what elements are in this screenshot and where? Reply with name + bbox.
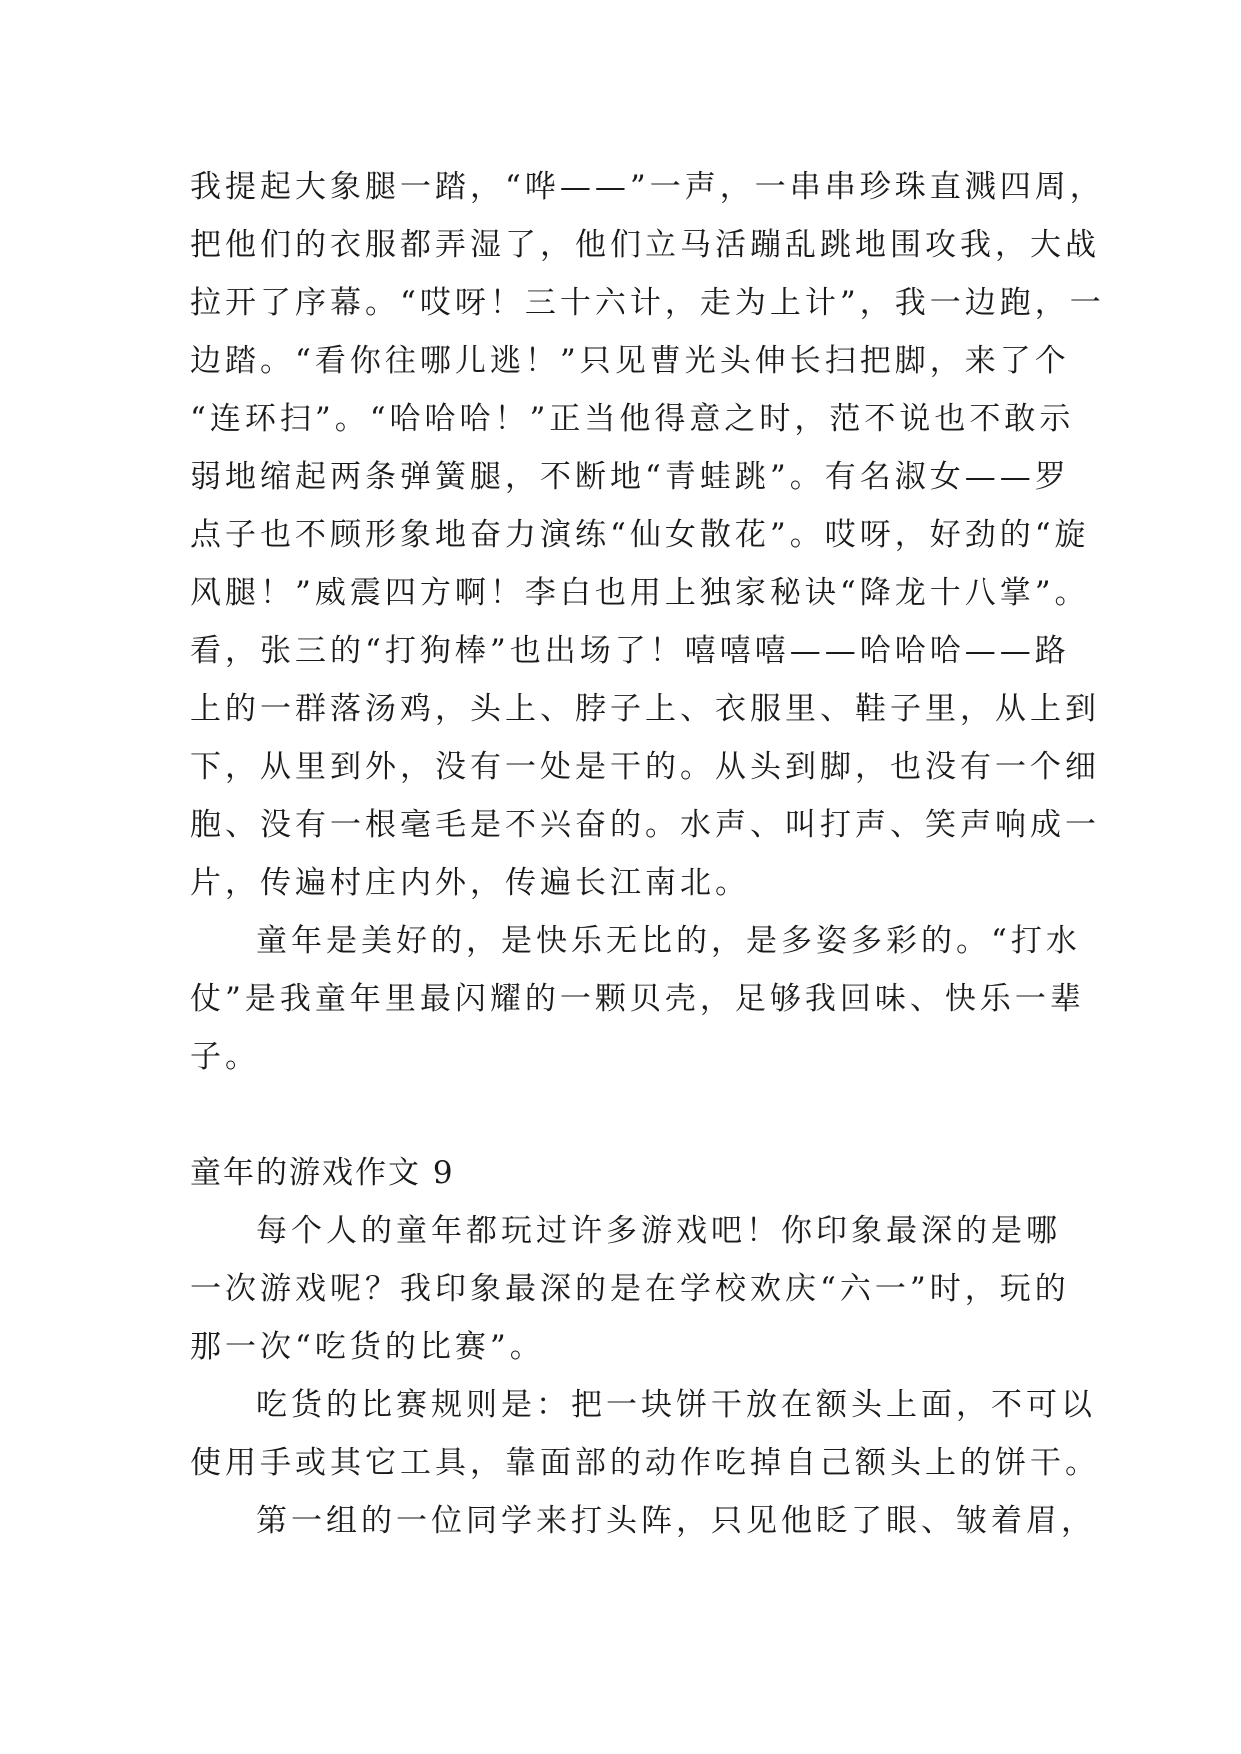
text-line: 仗”是我童年里最闪耀的一颗贝壳，足够我回味、快乐一辈 — [190, 981, 1085, 1017]
text-line: 使用手或其它工具，靠面部的动作吃掉自己额头上的饼干。 — [190, 1445, 1100, 1481]
text-line: 风腿！”威震四方啊！李白也用上独家秘诀“降龙十八掌”。 — [190, 575, 1090, 611]
essay-title: 童年的游戏作文 9 — [190, 1155, 455, 1191]
text-line: 拉开了序幕。“哎呀！三十六计，走为上计”，我一边跑，一 — [190, 285, 1105, 321]
text-line: 一次游戏呢？我印象最深的是在学校欢庆“六一”时，玩的 — [190, 1271, 1070, 1307]
paragraph-rules — [190, 1376, 1100, 1492]
text-line: 吃货的比赛规则是：把一块饼干放在额头上面，不可以 — [256, 1387, 1096, 1423]
text-line: 我提起大象腿一踏，“哗——”一声，一串串珍珠直溅四周， — [190, 169, 1105, 205]
text-line: “连环扫”。“哈哈哈！”正当他得意之时，范不说也不敢示 — [190, 401, 1075, 437]
text-line: 点子也不顾形象地奋力演练“仙女散花”。哎呀，好劲的“旋 — [190, 517, 1090, 553]
text-line: 看，张三的“打狗棒”也出场了！嘻嘻嘻——哈哈哈——路 — [190, 633, 1070, 669]
text-line: 童年是美好的，是快乐无比的，是多姿多彩的。“打水 — [256, 923, 1081, 959]
text-line: 那一次“吃货的比赛”。 — [190, 1329, 545, 1365]
text-line: 每个人的童年都玩过许多游戏吧！你印象最深的是哪 — [256, 1213, 1061, 1249]
text-line: 胞、没有一根毫毛是不兴奋的。水声、叫打声、笑声响成一 — [190, 807, 1100, 843]
text-line: 第一组的一位同学来打头阵，只见他眨了眼、皱着眉， — [256, 1503, 1096, 1539]
text-line: 弱地缩起两条弹簧腿，不断地“青蛙跳”。有名淑女——罗 — [190, 459, 1070, 495]
text-line: 把他们的衣服都弄湿了，他们立马活蹦乱跳地围攻我，大战 — [190, 227, 1100, 263]
text-line: 下，从里到外，没有一处是干的。从头到脚，也没有一个细 — [190, 749, 1100, 785]
text-line: 上的一群落汤鸡，头上、脖子上、衣服里、鞋子里，从上到 — [190, 691, 1100, 727]
text-line: 片，传遍村庄内外，传遍长江南北。 — [190, 865, 750, 901]
document-page — [190, 158, 1105, 1550]
paragraph-water-fight — [190, 158, 1105, 912]
text-line: 子。 — [190, 1039, 260, 1075]
paragraph-conclusion — [190, 912, 1085, 1086]
text-line: 边踏。“看你往哪儿逃！”只见曹光头伸长扫把脚，来了个 — [190, 343, 1070, 379]
paragraph-intro — [190, 1202, 1070, 1376]
paragraph-first-group — [190, 1492, 1096, 1550]
